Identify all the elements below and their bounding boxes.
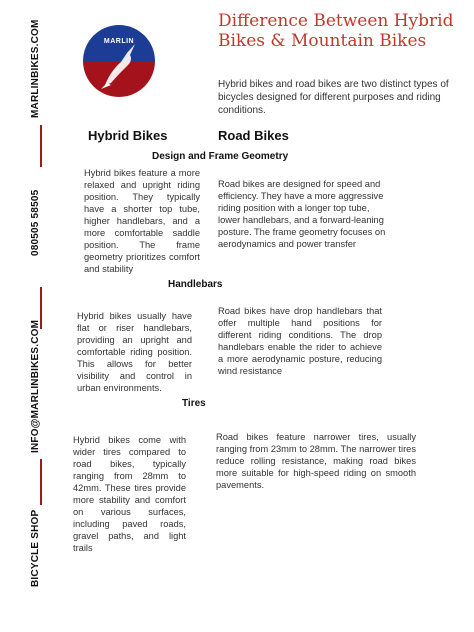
sidebar-website[interactable]: MARLINBIKES.COM: [30, 19, 41, 118]
sidebar-email[interactable]: INFO@MARLINBIKES.COM: [30, 319, 41, 453]
sidebar-divider: [40, 125, 42, 167]
marlin-logo: [83, 25, 155, 97]
road-handlebars-text: Road bikes have drop handlebars that offer multiple hand positions for different riding conditions. The drop handlebars enable the rider to achieve a more aerodynamic posture, reducing wind resistance: [218, 306, 382, 376]
hybrid-column-heading: Hybrid Bikes: [88, 128, 168, 143]
sidebar-divider: [40, 459, 42, 505]
page-title: Difference Between Hybrid Bikes & Mountain Bikes: [218, 11, 454, 51]
section-heading-tires: Tires: [182, 398, 206, 409]
sidebar-phone: 080505 58505: [30, 189, 41, 256]
section-heading-handlebars: Handlebars: [168, 279, 223, 290]
hybrid-handlebars-text: Hybrid bikes usually have flat or riser handlebars, providing an upright and comfortable riding position. This allows for better visibility and control in urban environments.: [77, 311, 192, 393]
section-heading-frame: Design and Frame Geometry: [152, 151, 289, 162]
road-column-heading: Road Bikes: [218, 128, 289, 143]
marlin-fish-icon: [83, 25, 155, 97]
road-frame-text: Road bikes are designed for speed and efficiency. They have a more aggressive riding position with a longer top tube, lower handlebars, and a forward-leaning posture. The frame geometry focuses on aerodynamics and power transfer: [218, 179, 386, 249]
logo-text: MARLIN: [103, 38, 135, 45]
intro-text: Hybrid bikes and road bikes are two distinct types of bicycles designed for different purposes and riding conditions.: [218, 79, 449, 116]
hybrid-tires-text: Hybrid bikes come with wider tires compared to road bikes, typically ranging from 28mm to 42mm. These tires provide more stability and comfort on various surfaces, including paved roads, gravel paths, and light trails: [73, 435, 186, 553]
contact-sidebar: [30, 0, 52, 632]
road-tires-text: Road bikes feature narrower tires, usually ranging from 23mm to 28mm. The narrower tires reduce rolling resistance, making road bikes more suitable for high-speed riding on smooth pavements.: [216, 432, 416, 490]
sidebar-shop: BICYCLE SHOP: [30, 509, 41, 587]
hybrid-frame-text: Hybrid bikes feature a more relaxed and upright riding position. They typically have a shorter top tube, higher handlebars, and a more comfortable saddle position. The frame geometry prioritizes comfort and stability: [84, 168, 200, 274]
